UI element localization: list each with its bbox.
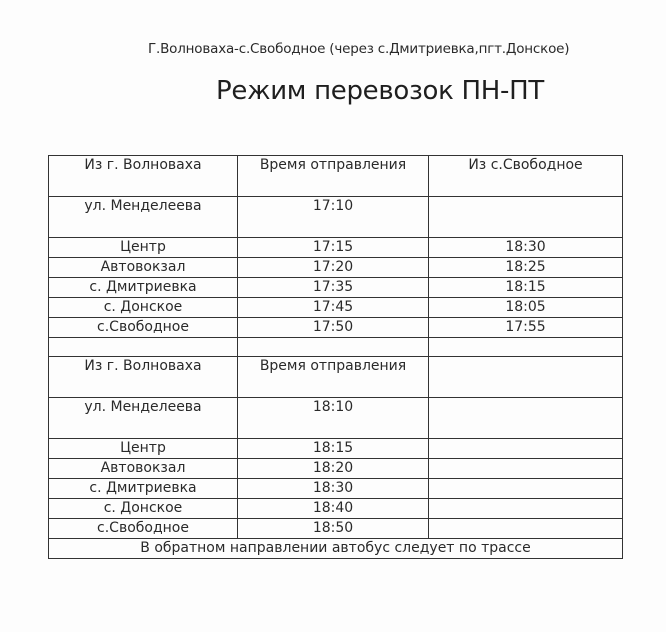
table-row: [49, 278, 623, 298]
stop-name: ул. Менделеева: [49, 398, 238, 439]
table-row: [49, 398, 623, 439]
stop-name: Автовокзал: [49, 258, 238, 278]
page-title: Режим перевозок ПН-ПТ: [216, 76, 544, 106]
table-row: [49, 298, 623, 318]
departure-time: 17:45: [238, 298, 429, 318]
header-departure-time: Время отправления: [238, 156, 429, 197]
table-row: [49, 459, 623, 479]
header-from-volnovakha: Из г. Волноваха: [49, 156, 238, 197]
stop-name: с. Дмитриевка: [49, 278, 238, 298]
return-time: 18:05: [429, 298, 623, 318]
stop-name: с.Свободное: [49, 318, 238, 338]
stop-name: с.Свободное: [49, 519, 238, 539]
return-time: [429, 459, 623, 479]
departure-time: 18:30: [238, 479, 429, 499]
return-time: [429, 439, 623, 459]
header-from-volnovakha: Из г. Волноваха: [49, 357, 238, 398]
stop-name: Центр: [49, 238, 238, 258]
return-time: 18:30: [429, 238, 623, 258]
return-time: [429, 519, 623, 539]
table-header-row: [49, 357, 623, 398]
schedule-table: [48, 155, 623, 559]
return-time: [429, 499, 623, 519]
table-row: [49, 318, 623, 338]
departure-time: 17:50: [238, 318, 429, 338]
departure-time: 18:40: [238, 499, 429, 519]
return-time: 18:25: [429, 258, 623, 278]
table-row: [49, 238, 623, 258]
table-row: [49, 519, 623, 539]
departure-time: 18:15: [238, 439, 429, 459]
table-row: [49, 499, 623, 519]
return-time: [429, 479, 623, 499]
table-row: [49, 197, 623, 238]
table-header-row: [49, 156, 623, 197]
departure-time: 17:10: [238, 197, 429, 238]
note-row: [49, 539, 623, 559]
route-subtitle: Г.Волноваха-с.Свободное (через с.Дмитриевка,пгт.Донское): [148, 41, 570, 57]
stop-name: Автовокзал: [49, 459, 238, 479]
header-departure-time: Время отправления: [238, 357, 429, 398]
departure-time: 18:10: [238, 398, 429, 439]
table-row: [49, 439, 623, 459]
header-empty: [429, 357, 623, 398]
stop-name: с. Дмитриевка: [49, 479, 238, 499]
departure-time: 17:35: [238, 278, 429, 298]
stop-name: Центр: [49, 439, 238, 459]
return-time: 18:15: [429, 278, 623, 298]
header-from-svobodnoe: Из с.Свободное: [429, 156, 623, 197]
return-route-note: В обратном направлении автобус следует по трассе: [49, 539, 623, 559]
stop-name: с. Донское: [49, 499, 238, 519]
departure-time: 18:50: [238, 519, 429, 539]
stop-name: с. Донское: [49, 298, 238, 318]
table-row: [49, 258, 623, 278]
stop-name: ул. Менделеева: [49, 197, 238, 238]
return-time: 17:55: [429, 318, 623, 338]
return-time: [429, 197, 623, 238]
departure-time: 18:20: [238, 459, 429, 479]
spacer-row: [49, 338, 623, 357]
table-row: [49, 479, 623, 499]
departure-time: 17:20: [238, 258, 429, 278]
return-time: [429, 398, 623, 439]
departure-time: 17:15: [238, 238, 429, 258]
